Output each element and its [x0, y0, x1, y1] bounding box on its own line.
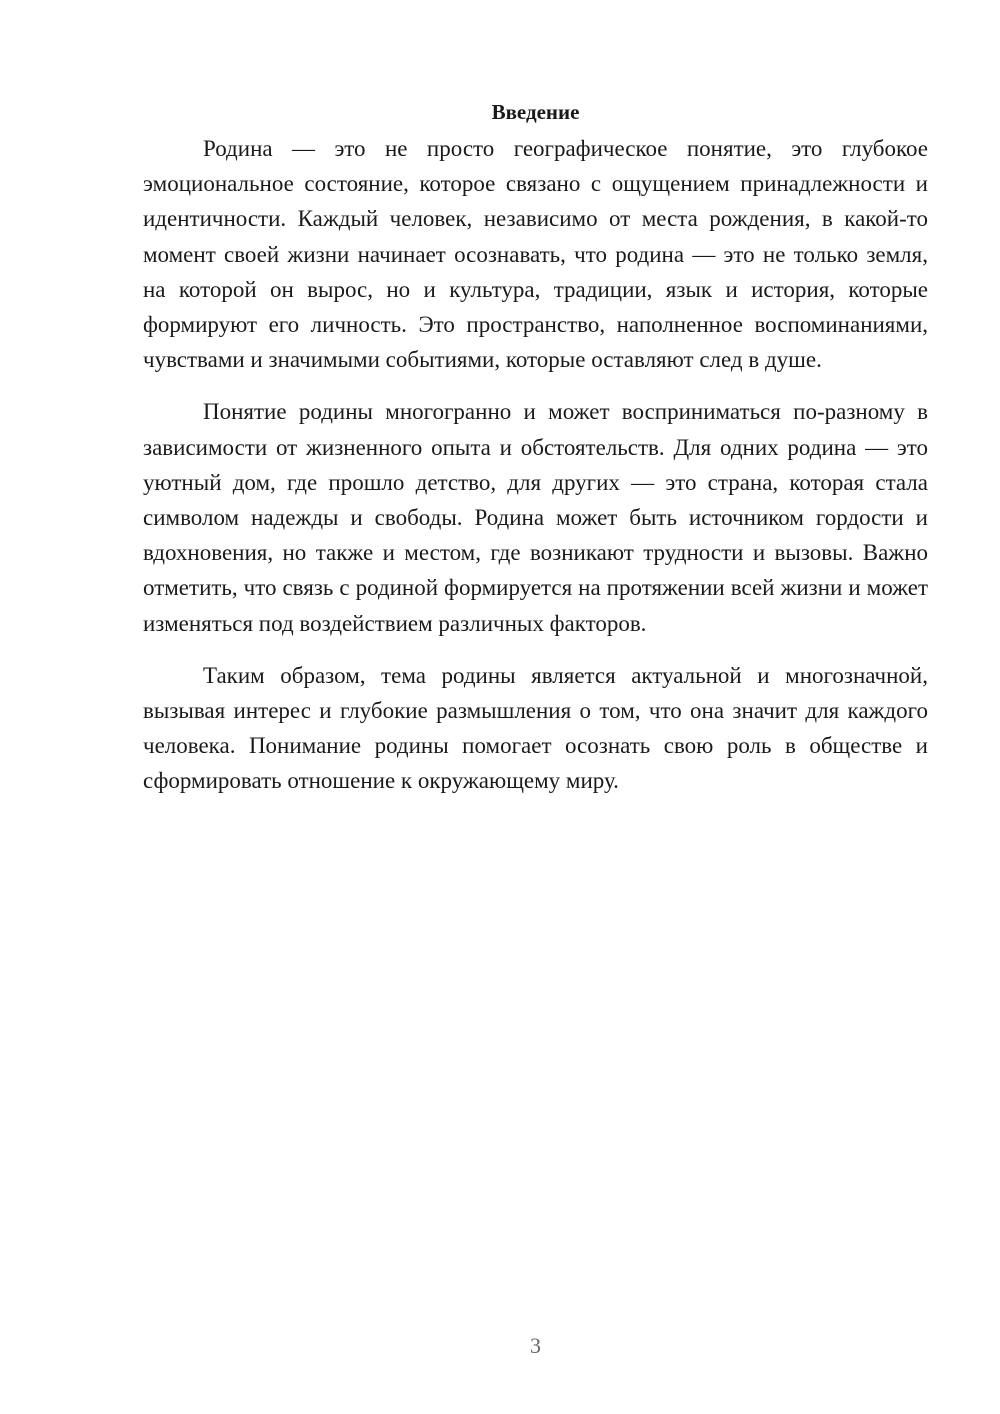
page-content	[143, 97, 928, 799]
paragraph-3: Таким образом, тема родины является актуальной и многозначной, вызывая интерес и глубокие размышления о том, что она значит для каждого человека. Понимание родины помогает осознать свою роль в обществе и сформировать отношение к окружающему миру.	[143, 662, 928, 794]
paragraph-1: Родина — это не просто географическое понятие, это глубокое эмоциональное состояние, которое связано с ощущением принадлежности и идентичности. Каждый человек, независимо от места рождения, в какой-то момент своей жизни начинает осознавать, что родина — это не только земля, на которой он вырос, но и культура, традиции, язык и история, которые формируют его личность. Это пространство, наполненное воспоминаниями, чувствами и значимыми событиями, которые оставляют след в душе.	[143, 136, 928, 373]
page-number: 3	[530, 1333, 541, 1358]
section-heading: Введение	[491, 100, 580, 124]
paragraph-2: Понятие родины многогранно и может восприниматься по-разному в зависимости от жизненного опыта и обстоятельств. Для одних родина — это уютный дом, где прошло детство, для других — это страна, которая стала символом надежды и свободы. Родина может быть источником гордости и вдохновения, но также и местом, где возникают трудности и вызовы. Важно отметить, что связь с родиной формируется на протяжении всей жизни и может изменяться под воздействием различных факторов.	[143, 399, 928, 636]
